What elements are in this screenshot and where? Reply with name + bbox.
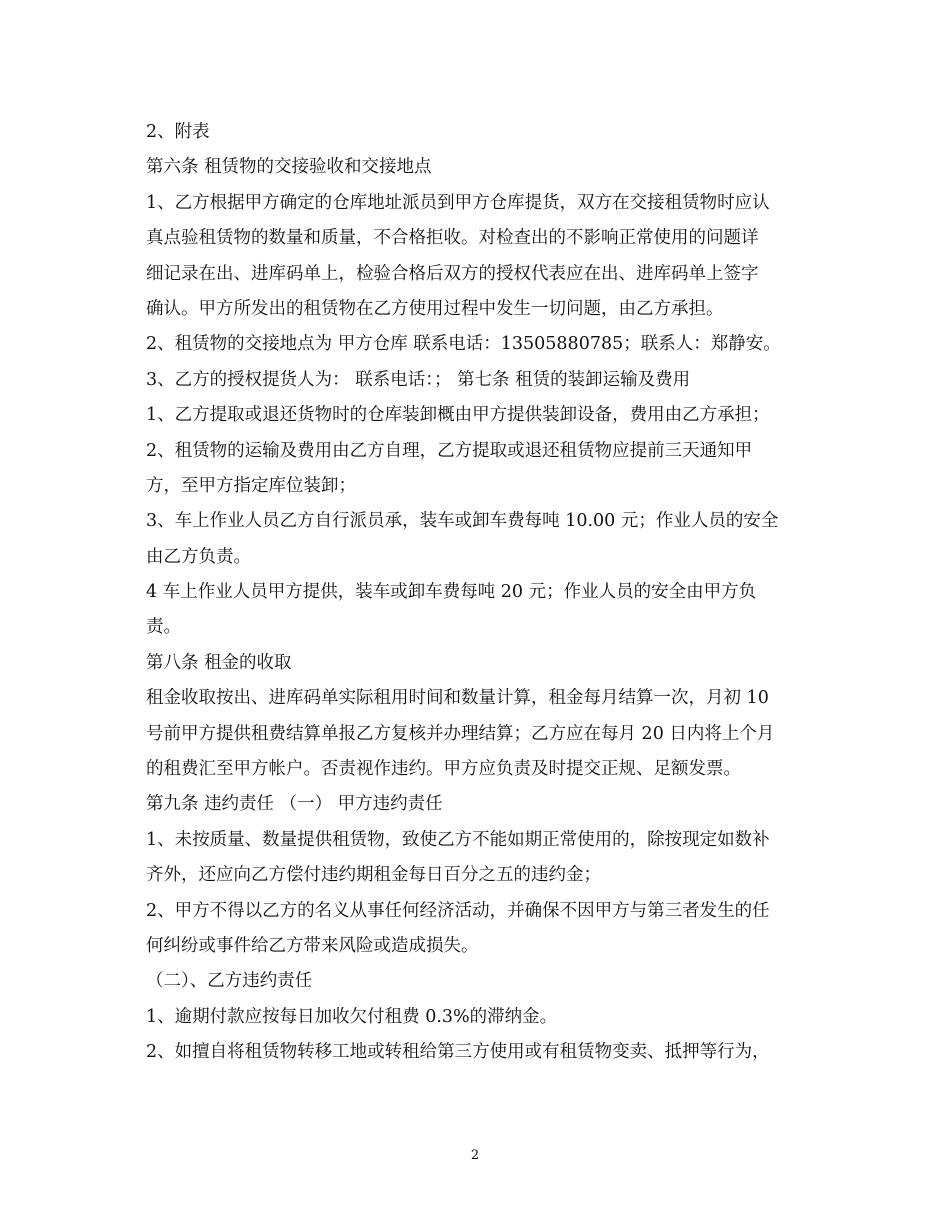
text-line: 租金收取按出、进库码单实际租用时间和数量计算，租金每月结算一次，月初 10 xyxy=(146,688,769,709)
text-line: 2、租赁物的运输及费用由乙方自理，乙方提取或退还租赁物应提前三天通知甲 xyxy=(146,440,753,461)
page-number: 2 xyxy=(470,1148,480,1163)
text-line: 齐外，还应向乙方偿付违约期租金每日百分之五的违约金； xyxy=(146,865,601,886)
text-line: 2、租赁物的交接地点为 甲方仓库 联系电话：13505880785；联系人：郑静安。 xyxy=(146,334,781,355)
text-line: 1、乙方提取或退还货物时的仓库装卸概由甲方提供装卸设备，费用由乙方承担； xyxy=(146,405,770,426)
text-line: 1、未按质量、数量提供租赁物，致使乙方不能如期正常使用的，除按现定如数补 xyxy=(146,829,770,850)
text-line: 责。 xyxy=(146,617,181,638)
text-line: 2、如擅自将租赁物转移工地或转租给第三方使用或有租赁物变卖、抵押等行为， xyxy=(146,1042,770,1063)
text-line: 由乙方负责。 xyxy=(146,546,251,567)
text-line: 确认。甲方所发出的租赁物在乙方使用过程中发生一切问题，由乙方承担。 xyxy=(146,298,724,319)
text-line: 细记录在出、进库码单上，检验合格后双方的授权代表应在出、进库码单上签字 xyxy=(146,263,759,284)
text-line: 何纠纷或事件给乙方带来风险或造成损失。 xyxy=(146,935,479,956)
text-line: 真点验租赁物的数量和质量，不合格拒收。对检查出的不影响正常使用的问题详 xyxy=(146,228,759,249)
text-line: 4 车上作业人员甲方提供，装车或卸车费每吨 20 元；作业人员的安全由甲方负 xyxy=(146,582,757,603)
text-line: 3、乙方的授权提货人为： 联系电话：； 第七条 租赁的装卸运输及费用 xyxy=(146,369,691,390)
text-line: 2、附表 xyxy=(146,122,210,142)
text-line: 1、逾期付款应按每日加收欠付租费 0.3%的滞纳金。 xyxy=(146,1006,558,1027)
text-line: 2、甲方不得以乙方的名义从事任何经济活动，并确保不因甲方与第三者发生的任 xyxy=(146,900,770,921)
text-line: 的租费汇至甲方帐户。否责视作违约。甲方应负责及时提交正规、足额发票。 xyxy=(146,759,741,780)
subsection-heading: （二）、乙方违约责任 xyxy=(146,971,313,992)
text-line: 1、乙方根据甲方确定的仓库地址派员到甲方仓库提货，双方在交接租赁物时应认 xyxy=(146,192,770,213)
section-heading: 第九条 违约责任 （一） 甲方违约责任 xyxy=(146,794,443,815)
text-line: 方，至甲方指定库位装卸； xyxy=(146,475,356,496)
section-heading: 第八条 租金的收取 xyxy=(146,652,292,673)
text-line: 3、车上作业人员乙方自行派员承，装车或卸车费每吨 10.00 元；作业人员的安全 xyxy=(146,511,779,532)
text-line: 号前甲方提供租费结算单报乙方复核并办理结算；乙方应在每月 20 日内将上个月 xyxy=(146,723,775,744)
section-heading: 第六条 租赁物的交接验收和交接地点 xyxy=(146,157,432,178)
document-body xyxy=(146,115,814,1071)
